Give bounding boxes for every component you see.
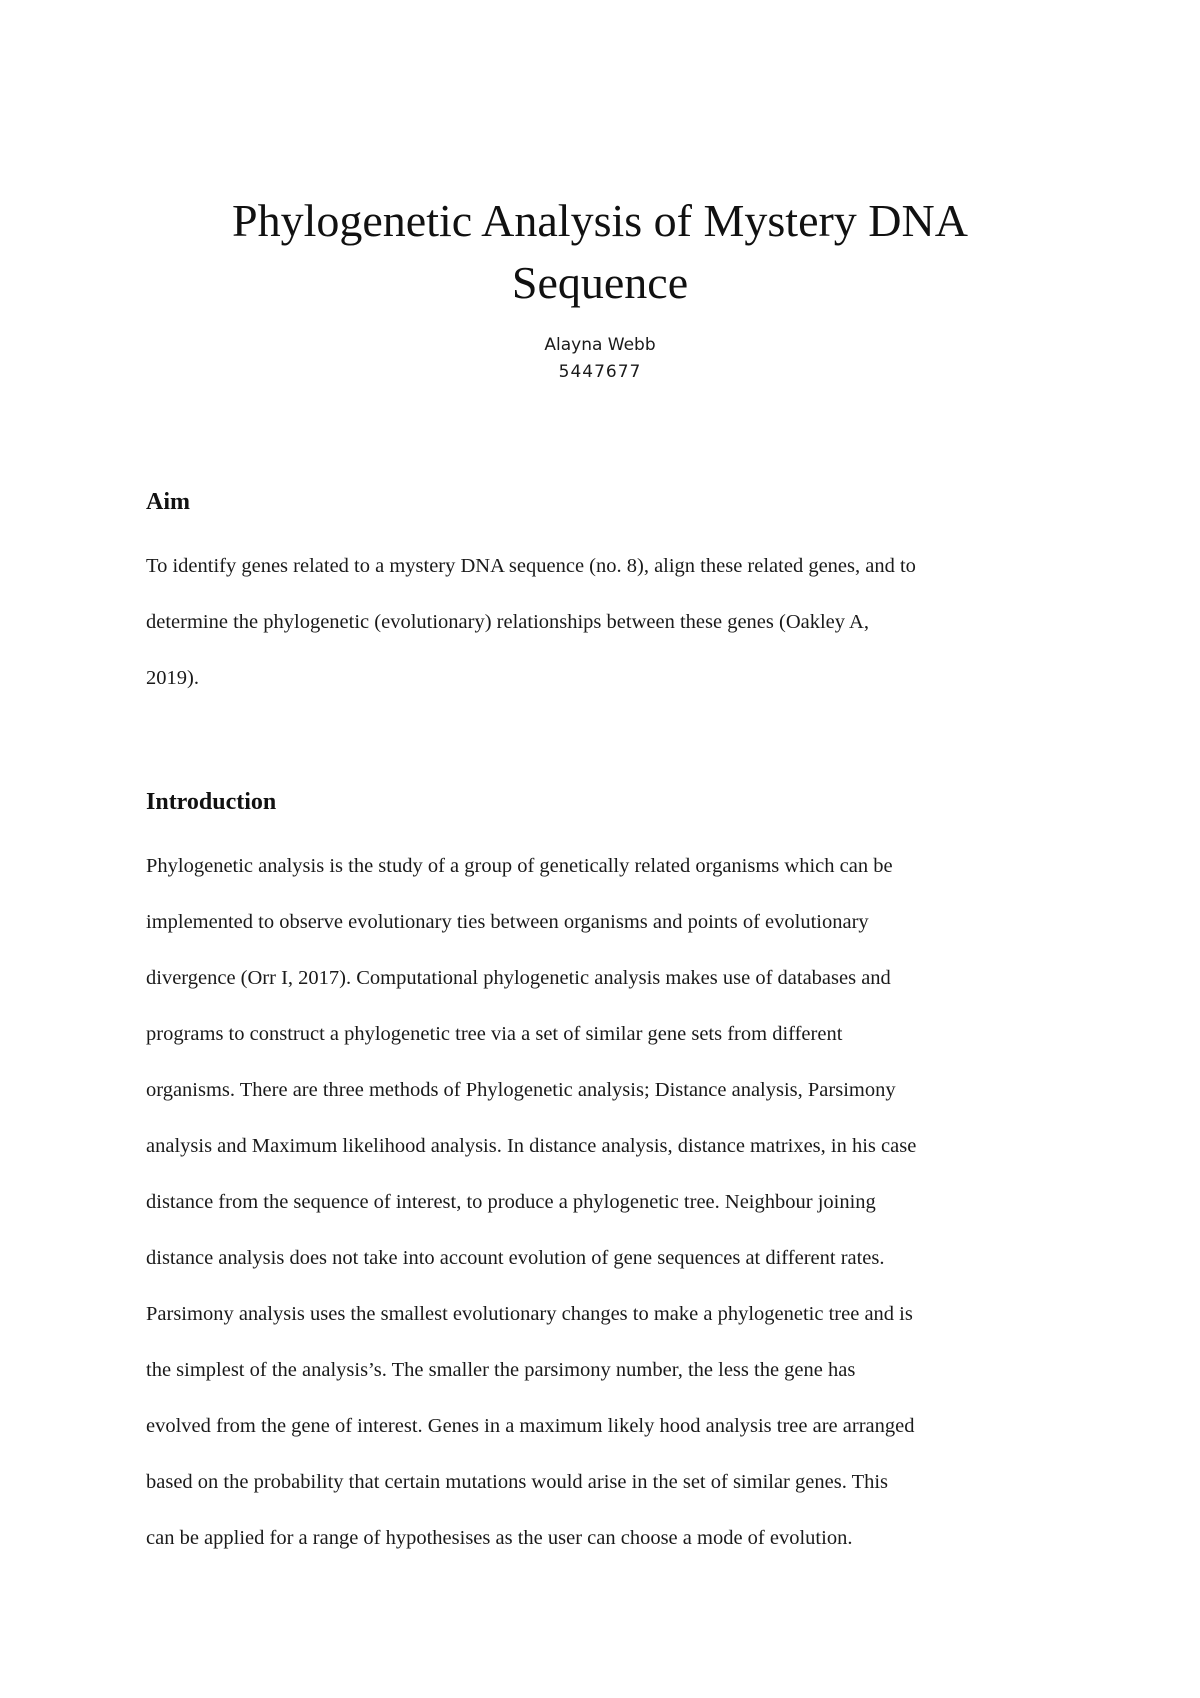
- aim-line: 2019).: [146, 667, 199, 689]
- introduction-line: organisms. There are three methods of Phylogenetic analysis; Distance analysis, Parsimony: [146, 1079, 896, 1101]
- introduction-heading: Introduction: [146, 789, 277, 815]
- author-name: Alayna Webb: [544, 335, 656, 355]
- aim-line: To identify genes related to a mystery DNA sequence (no. 8), align these related genes, and to: [146, 555, 916, 577]
- introduction-paragraph: [146, 838, 1076, 1566]
- introduction-line: distance from the sequence of interest, to produce a phylogenetic tree. Neighbour joining: [146, 1191, 876, 1213]
- introduction-line: implemented to observe evolutionary ties between organisms and points of evolutionary: [146, 911, 869, 933]
- introduction-line: divergence (Orr I, 2017). Computational phylogenetic analysis makes use of databases and: [146, 967, 891, 989]
- introduction-line: analysis and Maximum likelihood analysis. In distance analysis, distance matrixes, in his case: [146, 1135, 917, 1157]
- title-line-1: Phylogenetic Analysis of Mystery DNA: [232, 195, 968, 246]
- page-title: [150, 190, 1050, 314]
- aim-heading: Aim: [146, 489, 190, 515]
- introduction-line: programs to construct a phylogenetic tree via a set of similar gene sets from different: [146, 1023, 843, 1045]
- introduction-line: Phylogenetic analysis is the study of a group of genetically related organisms which can be: [146, 855, 893, 877]
- introduction-line: can be applied for a range of hypothesises as the user can choose a mode of evolution.: [146, 1527, 853, 1549]
- aim-paragraph: [146, 538, 1076, 706]
- introduction-line: the simplest of the analysis’s. The smaller the parsimony number, the less the gene has: [146, 1359, 856, 1381]
- introduction-line: evolved from the gene of interest. Genes in a maximum likely hood analysis tree are arranged: [146, 1415, 915, 1437]
- introduction-line: distance analysis does not take into account evolution of gene sequences at different rates.: [146, 1247, 885, 1269]
- introduction-line: based on the probability that certain mutations would arise in the set of similar genes. This: [146, 1471, 889, 1493]
- aim-line: determine the phylogenetic (evolutionary) relationships between these genes (Oakley A,: [146, 611, 869, 633]
- introduction-line: Parsimony analysis uses the smallest evolutionary changes to make a phylogenetic tree and is: [146, 1303, 913, 1325]
- title-line-2: Sequence: [511, 257, 689, 308]
- student-id: 5447677: [558, 362, 642, 382]
